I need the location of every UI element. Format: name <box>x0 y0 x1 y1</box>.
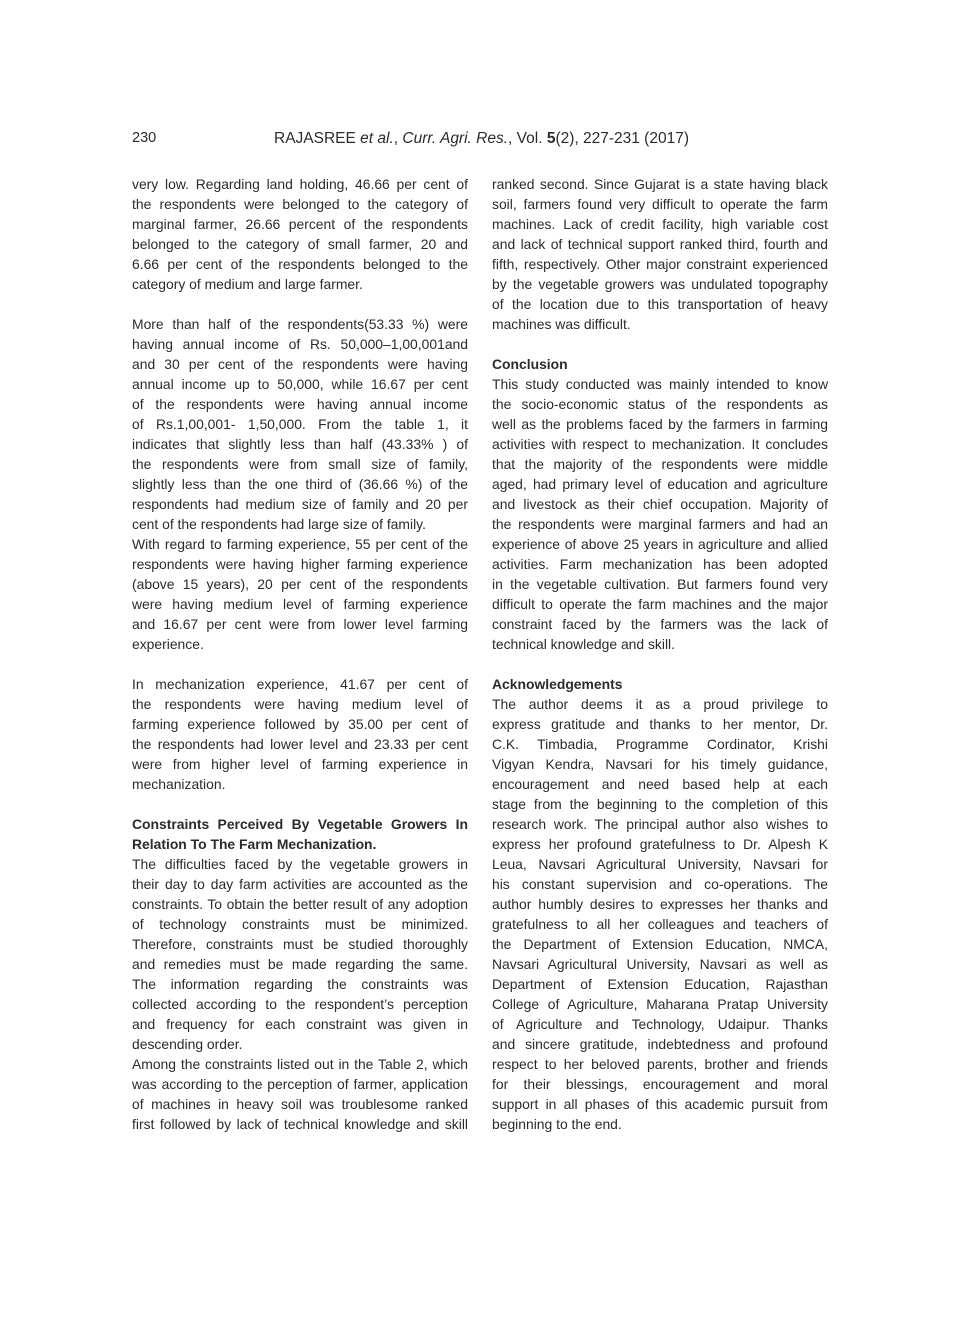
text-line: technical knowledge and skill. <box>492 636 675 652</box>
paragraph <box>492 374 828 654</box>
section <box>492 674 828 1134</box>
text-line: 6.66 per cent of the respondents belonged to the <box>132 256 468 272</box>
text-line: his constant supervision and co-operations. The <box>492 876 828 892</box>
section <box>132 674 468 794</box>
text-line: Therefore, constraints must be studied thoroughly <box>132 936 468 952</box>
text-line: and remedies must be made regarding the same. <box>132 956 468 972</box>
text-line: marginal farmer, 26.66 percent of the respondents <box>132 216 468 232</box>
paragraph <box>132 854 468 1054</box>
page-number: 230 <box>132 130 157 146</box>
paragraph <box>492 694 828 1134</box>
text-line: the socio-economic status of the respondents as <box>492 396 828 412</box>
text-line: mechanization. <box>132 776 226 792</box>
text-line: express her profound gratefulness to Dr. Alpesh K <box>492 836 828 852</box>
paragraph <box>492 174 828 334</box>
text-line: Leua, Navsari Agricultural University, Navsari for <box>492 856 828 872</box>
running-head-author: RAJASREE <box>274 130 361 147</box>
text-line: machines. Lack of credit facility, high variable cost <box>492 216 828 232</box>
text-line: support in all phases of this academic pursuit from <box>492 1096 828 1112</box>
text-line: and livestock as their chief occupation. Majority of <box>492 496 828 512</box>
text-line: by the vegetable growers was undulated topography <box>492 276 828 292</box>
section-heading <box>492 674 828 694</box>
text-line: activities with respect to mechanization. It concludes <box>492 436 828 452</box>
text-line: their day to day farm activities are accounted as the <box>132 876 468 892</box>
text-line: having annual income of Rs. 50,000–1,00,001and <box>132 336 468 352</box>
text-line: Vigyan Kendra, Navsari for his timely guidance, <box>492 756 828 772</box>
text-line: author humbly desires to expresses her thanks and <box>492 896 828 912</box>
text-line: The difficulties faced by the vegetable growers in <box>132 856 468 872</box>
text-line: experience of above 25 years in agriculture and allied <box>492 536 828 552</box>
text-line: College of Agriculture, Maharana Pratap University <box>492 996 828 1012</box>
text-line: beginning to the end. <box>492 1116 622 1132</box>
text-line: very low. Regarding land holding, 46.66 per cent of <box>132 176 468 192</box>
section <box>492 174 828 334</box>
text-line: With regard to farming experience, 55 per cent of the <box>132 536 468 552</box>
text-line: Conclusion <box>492 356 568 372</box>
text-line: first followed by lack of technical knowledge and skill <box>132 1116 468 1132</box>
section <box>132 314 468 654</box>
text-line: This study conducted was mainly intended to know <box>492 376 828 392</box>
text-line: were having medium level of farming experience <box>132 596 468 612</box>
text-line: belonged to the category of small farmer, 20 and <box>132 236 468 252</box>
left-column <box>132 174 468 1134</box>
text-line: slightly less than the one third of (36.66 %) of the <box>132 476 468 492</box>
running-head <box>274 130 689 148</box>
text-line: soil, farmers found very difficult to operate the farm <box>492 196 828 212</box>
text-line: research work. The principal author also wishes to <box>492 816 828 832</box>
text-line: of the respondents were having annual income <box>132 396 468 412</box>
text-line: of machines in heavy soil was troublesome ranked <box>132 1096 468 1112</box>
text-line: and 30 per cent of the respondents were having <box>132 356 468 372</box>
text-line: (above 15 years), 20 per cent of the respondents <box>132 576 468 592</box>
text-line: descending order. <box>132 1036 243 1052</box>
text-line: the respondents were having medium level of <box>132 696 468 712</box>
text-line: constraint faced by the farmers was the lack of <box>492 616 828 632</box>
text-line: annual income up to 50,000, while 16.67 per cent <box>132 376 468 392</box>
text-line: cent of the respondents had large size of family. <box>132 516 426 532</box>
text-line: of Rs.1,00,001- 1,50,000. From the table 1, it <box>132 416 468 432</box>
text-line: stage from the beginning to the completion of this <box>492 796 828 812</box>
text-line: Among the constraints listed out in the Table 2, which <box>132 1056 468 1072</box>
text-line: Acknowledgements <box>492 676 623 692</box>
section-heading <box>132 814 468 854</box>
section-heading <box>492 354 828 374</box>
text-line: In mechanization experience, 41.67 per cent of <box>132 676 468 692</box>
text-line: Navsari Agricultural University, Navsari as well as <box>492 956 828 972</box>
text-line: respondents were having higher farming experience <box>132 556 468 572</box>
text-line: well as the problems faced by the farmers in farming <box>492 416 828 432</box>
text-line: category of medium and large farmer. <box>132 276 363 292</box>
text-line: the respondents were marginal farmers and had an <box>492 516 828 532</box>
text-line: encouragement and need based help at each <box>492 776 828 792</box>
text-line: The information regarding the constraints was <box>132 976 468 992</box>
text-line: aged, had primary level of education and agriculture <box>492 476 828 492</box>
text-line: the respondents had lower level and 23.33 per cent <box>132 736 468 752</box>
text-line: and lack of technical support ranked third, fourth and <box>492 236 828 252</box>
running-head-vol-label: , Vol. <box>508 130 547 147</box>
text-line: the respondents were from small size of family, <box>132 456 468 472</box>
text-line: experience. <box>132 636 204 652</box>
text-line: and frequency for each constraint was given in <box>132 1016 468 1032</box>
text-line: Constraints Perceived By Vegetable Growers In <box>132 816 468 832</box>
text-line: C.K. Timbadia, Programme Cordinator, Krishi <box>492 736 828 752</box>
running-head-journal: Curr. Agri. Res. <box>402 130 509 147</box>
text-line: collected according to the respondent’s perception <box>132 996 468 1012</box>
running-head-volume: 5 <box>546 130 556 147</box>
section <box>492 354 828 654</box>
text-line: respondents had medium size of family and 20 per <box>132 496 468 512</box>
running-head-sep: , <box>393 130 403 147</box>
text-line: ranked second. Since Gujarat is a state having black <box>492 176 828 192</box>
text-line: machines was difficult. <box>492 316 631 332</box>
text-line: fifth, respectively. Other major constraint experienced <box>492 256 828 272</box>
text-line: farming experience followed by 35.00 per cent of <box>132 716 468 732</box>
right-column <box>492 174 828 1134</box>
text-line: of Agriculture and Technology, Udaipur. Thanks <box>492 1016 828 1032</box>
text-line: for their blessings, encouragement and moral <box>492 1076 828 1092</box>
text-line: of technology constraints must be minimized. <box>132 916 468 932</box>
paragraph <box>132 314 468 534</box>
text-line: were from higher level of farming experience in <box>132 756 468 772</box>
text-line: of the location due to this transportation of heavy <box>492 296 828 312</box>
text-line: in the vegetable cultivation. But farmers found very <box>492 576 828 592</box>
text-line: was according to the perception of farmer, application <box>132 1076 468 1092</box>
paragraph <box>132 174 468 294</box>
running-head-etal: et al. <box>360 130 394 147</box>
text-line: Department of Extension Education, Rajasthan <box>492 976 828 992</box>
paragraph <box>132 674 468 794</box>
paragraph <box>132 534 468 654</box>
text-line: and 16.67 per cent were from lower level farming <box>132 616 468 632</box>
text-line: More than half of the respondents(53.33 %) were <box>132 316 468 332</box>
text-line: indicates that slightly less than half (43.33% ) of <box>132 436 468 452</box>
text-line: and sincere gratitude, indebtedness and profound <box>492 1036 828 1052</box>
text-line: difficult to operate the farm machines and the major <box>492 596 828 612</box>
section <box>132 814 468 1134</box>
text-line: the respondents were belonged to the category of <box>132 196 468 212</box>
text-line: that the majority of the respondents were middle <box>492 456 828 472</box>
text-line: activities. Farm mechanization has been adopted <box>492 556 828 572</box>
text-line: The author deems it as a proud privilege to <box>492 696 828 712</box>
text-line: respect to her beloved parents, brother and friends <box>492 1056 828 1072</box>
text-line: gratefulness to all her colleagues and teachers of <box>492 916 828 932</box>
running-head-issue-pages: (2), 227-231 (2017) <box>555 130 689 147</box>
text-line: Relation To The Farm Mechanization. <box>132 836 377 852</box>
section <box>132 174 468 294</box>
paragraph <box>132 1054 468 1134</box>
text-line: the Department of Extension Education, NMCA, <box>492 936 828 952</box>
text-line: express gratitude and thanks to her mentor, Dr. <box>492 716 828 732</box>
text-line: constraints. To obtain the better result of any adoption <box>132 896 468 912</box>
